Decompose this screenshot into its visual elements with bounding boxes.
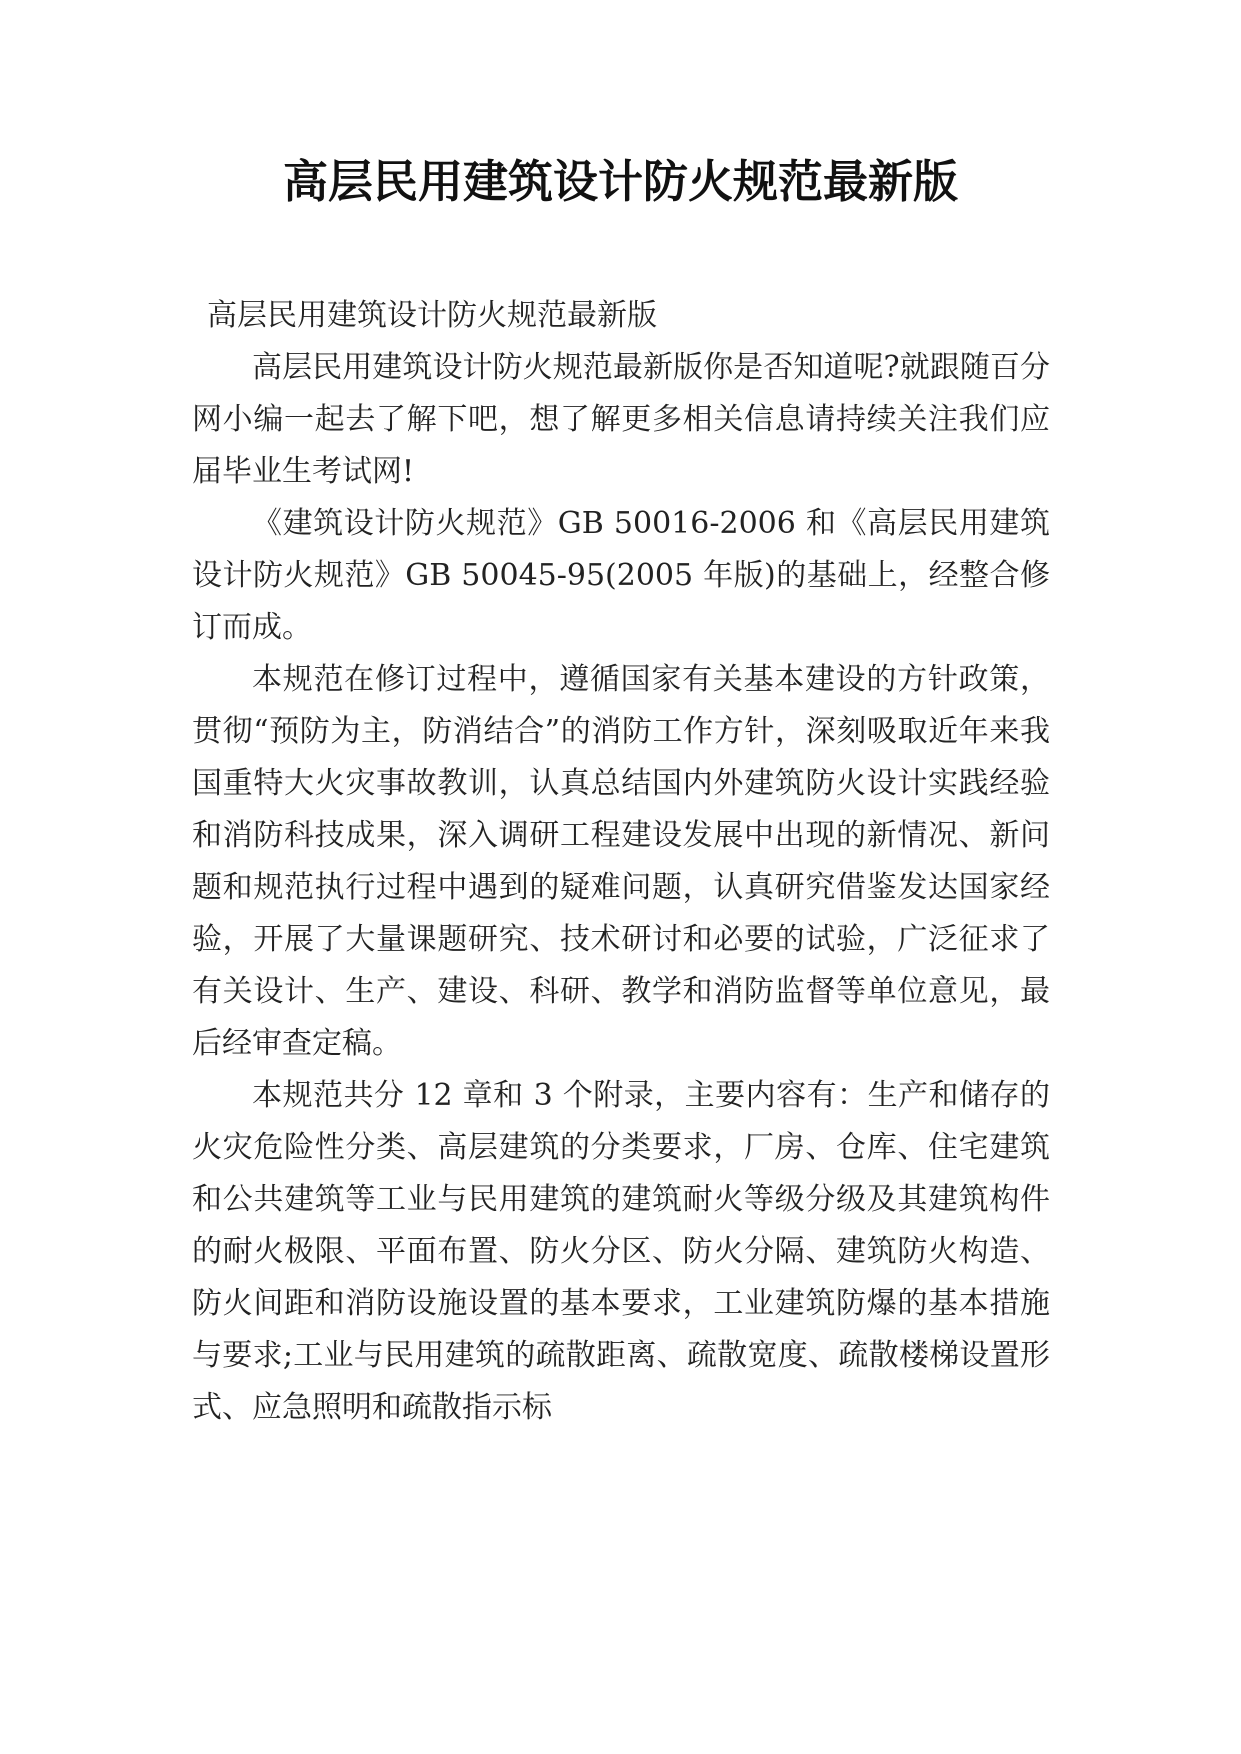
document-subtitle: 高层民用建筑设计防火规范最新版 [207,298,657,333]
paragraph-revision-process: 本规范在修订过程中，遵循国家有关基本建设的方针政策，贯彻“预防为主，防消结合”的消防工作方针，深刻吸取近年来我国重特大火灾事故教训，认真总结国内外建筑防火设计实践经验和消防科技成果，深入调研工程建设发展中出现的新情况、新问题和规范执行过程中遇到的疑难问题，认真研究借鉴发达国家经验，开展了大量课题研究、技术研讨和必要的试验，广泛征求了有关设计、生产、建设、科研、教学和消防监督等单位意见，最后经审查定稿。 [192,662,1050,1061]
document-title: 高层民用建筑设计防火规范最新版 [282,155,958,208]
document-body [192,290,1050,1434]
paragraph-main-contents: 本规范共分 12 章和 3 个附录，主要内容有：生产和储存的火灾危险性分类、高层建筑的分类要求，厂房、仓库、住宅建筑和公共建筑等工业与民用建筑的建筑耐火等级分级及其建筑构件的耐火极限、平面布置、防火分区、防火分隔、建筑防火构造、防火间距和消防设施设置的基本要求，工业建筑防爆的基本措施与要求;工业与民用建筑的疏散距离、疏散宽度、疏散楼梯设置形式、应急照明和疏散指示标 [192,1078,1050,1425]
paragraph-intro: 高层民用建筑设计防火规范最新版你是否知道呢?就跟随百分网小编一起去了解下吧，想了解更多相关信息请持续关注我们应届毕业生考试网! [192,350,1050,489]
paragraph-basis: 《建筑设计防火规范》GB 50016-2006 和《高层民用建筑设计防火规范》GB 50045-95(2005 年版)的基础上，经整合修订而成。 [192,506,1050,645]
